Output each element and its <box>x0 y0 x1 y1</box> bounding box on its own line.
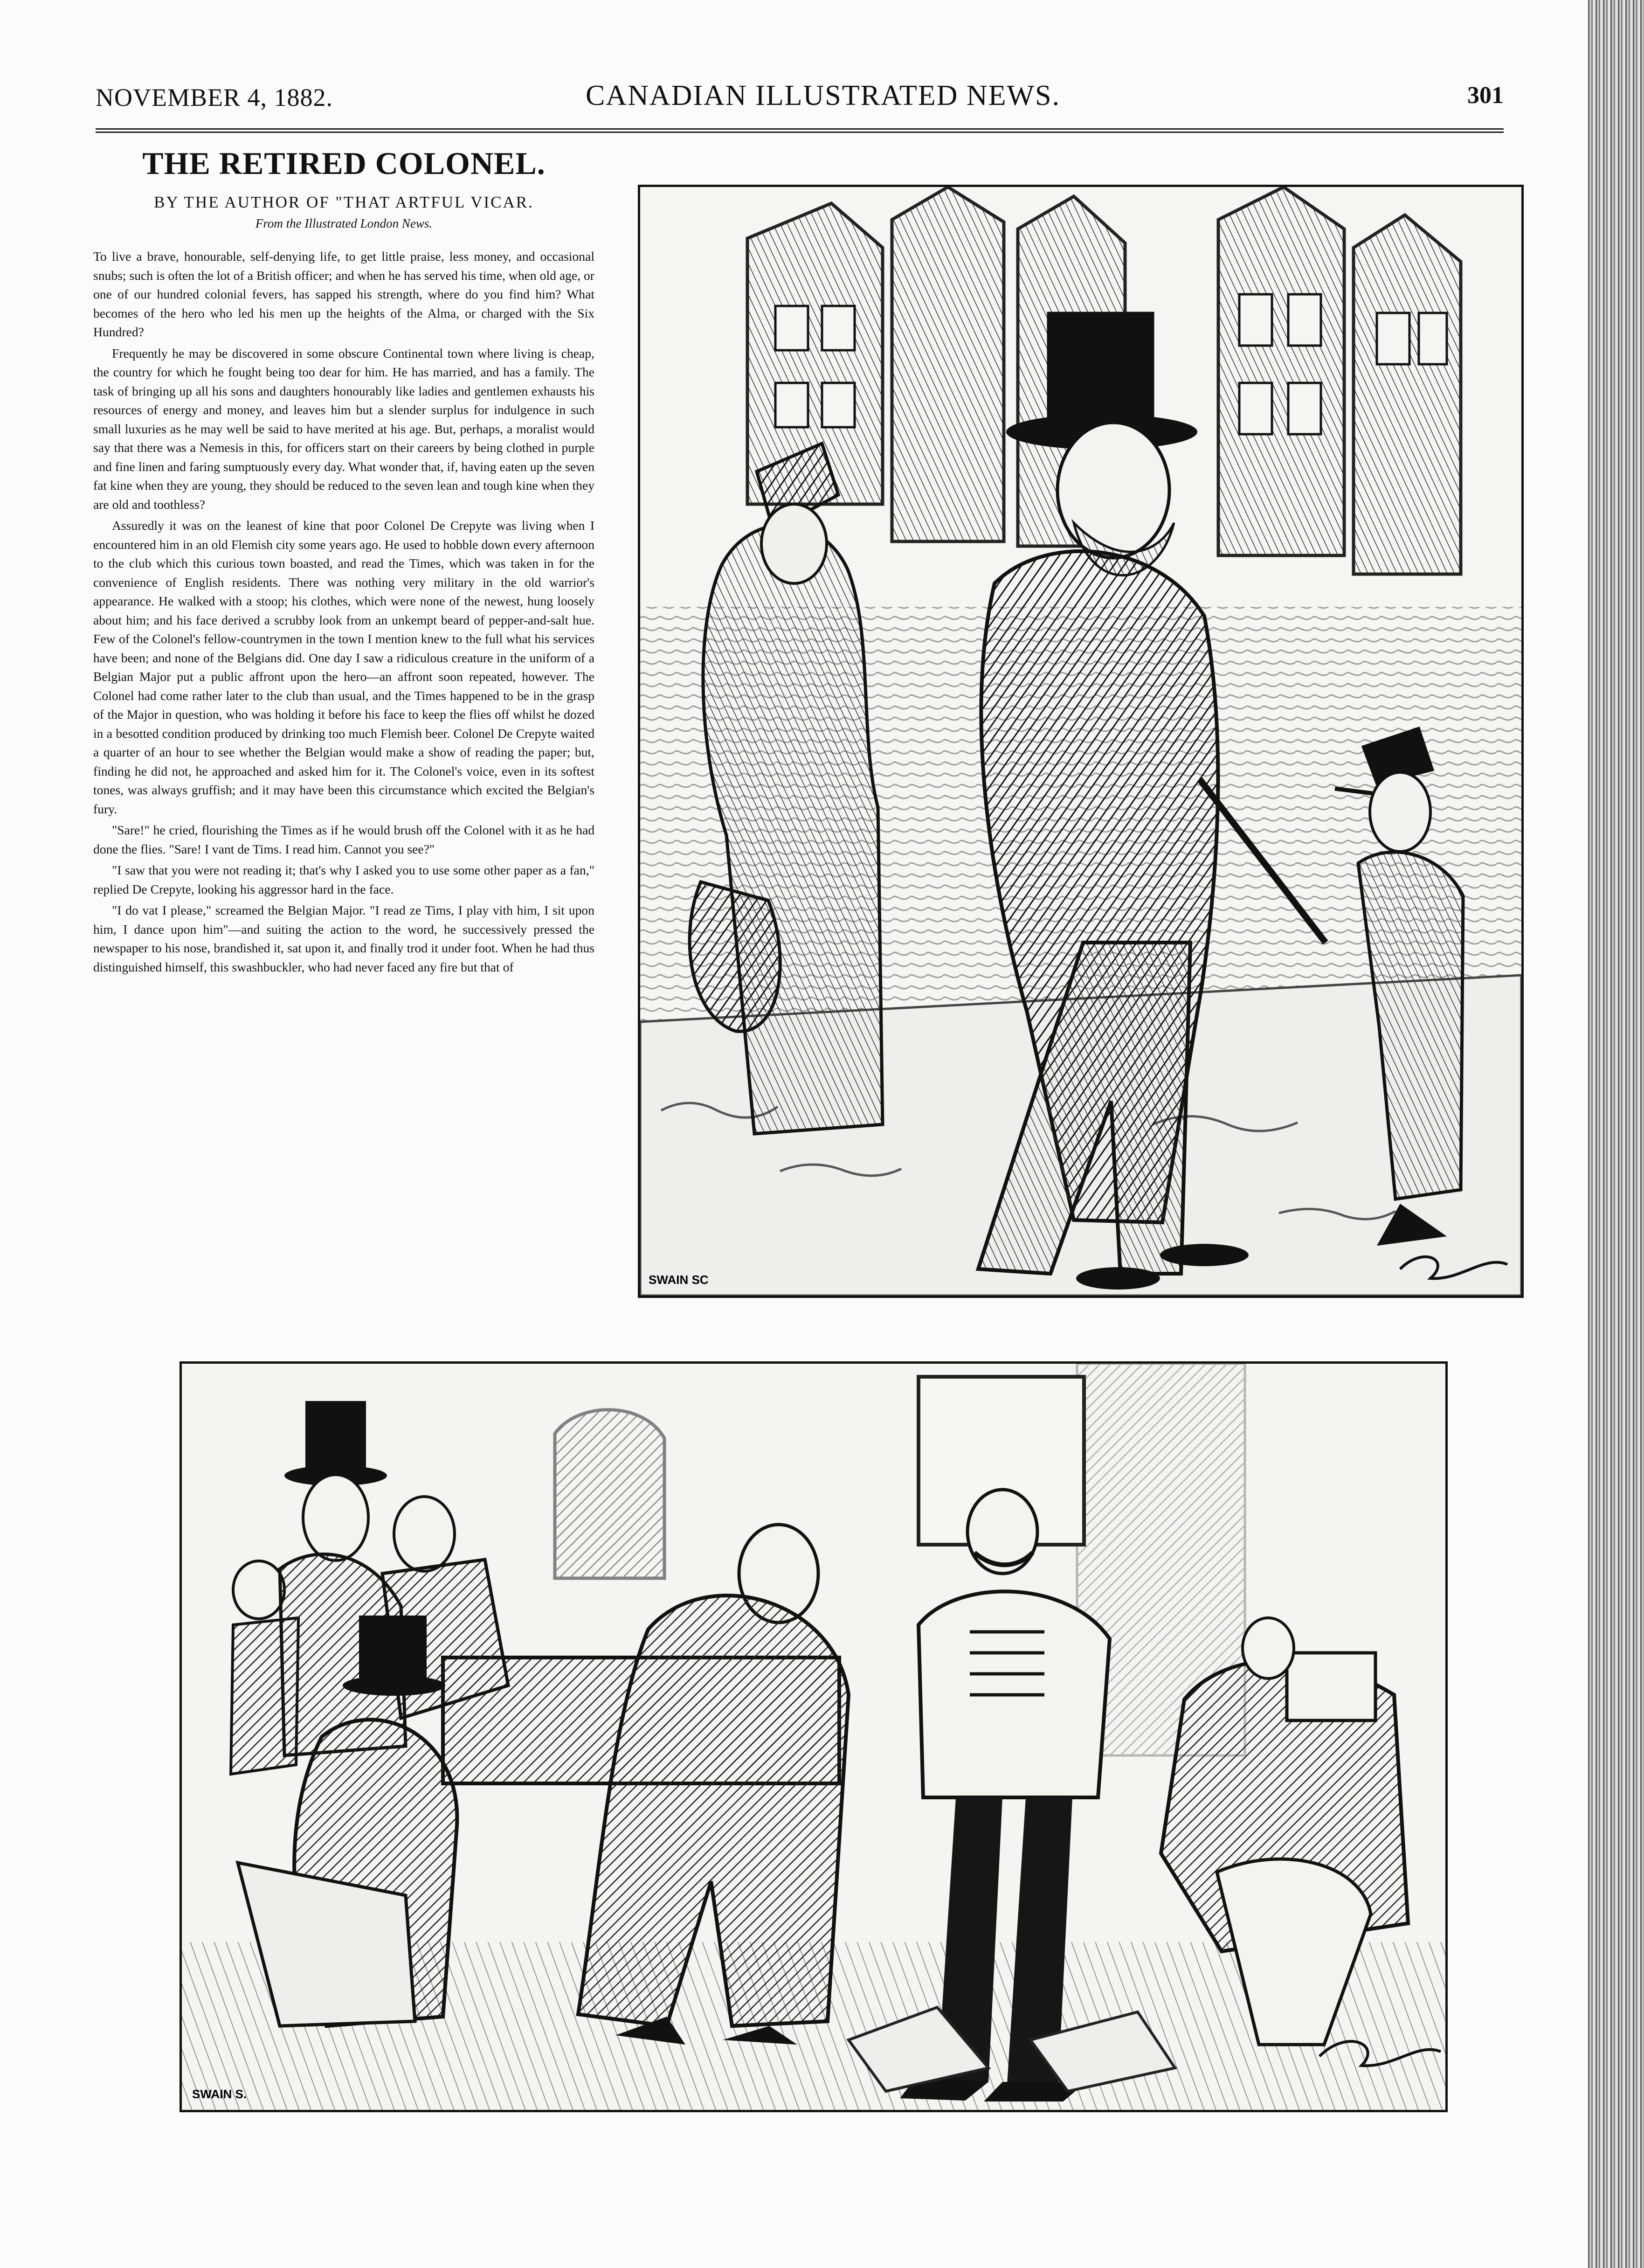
street-scene-engraving <box>638 185 1524 1298</box>
street-scene-artwork <box>640 187 1521 1296</box>
article-byline: BY THE AUTHOR OF "THAT ARTFUL VICAR. <box>154 193 534 212</box>
article-paragraph-6: "I do vat I please," screamed the Belgian Major. "I read ze Tims, I play vith him, I sit upon him, I dance upon him"—and suiting the action to the word, he successively pressed the newspaper to his nose, brandished it, sat upon it, and finally trod it under foot. When he had thus distinguished himself, this swashbuckler, who had never faced any fire but that of <box>93 903 594 974</box>
article-source: From the Illustrated London News. <box>255 216 433 231</box>
issue-date: NOVEMBER 4, 1882. <box>96 83 333 111</box>
top-engraver-signature: SWAIN SC <box>649 1273 709 1287</box>
article-paragraph-3: Assuredly it was on the leanest of kine that poor Colonel De Crepyte was living when I encountered him in an old Flemish city some years ago. He used to hobble down every afternoon to the club which this curious town boasted, and read the Times, which was taken in for the convenience of English residents. There was nothing very military in the old warrior's appearance. He walked with a stoop; his clothes, which were none of the newest, hung loosely about him; and his face derived a scrubby look from an unkempt beard of pepper-and-salt hue. Few of the Colonel's fellow-countrymen in the town I mention knew to the full what his services have been; and none of the Belgians did. One day I saw a ridiculous creature in the uniform of a Belgian Major put a public affront upon the hero—an affront soon repeated, however. The Colonel had come rather later to the club than usual, and the Times happened to be in the grasp of the Major in question, who was holding it before his face to keep the flies off whilst he dozed in a besotted condition produced by drinking too much Flemish beer. Colonel De Crepyte waited a quarter of an hour to see whether the Belgian would make a show of reading the paper; but, finding he did not, he approached and asked him for it. The Colonel's voice, even in its softest tones, was always gruffish; and it may have been this circumstance which excited the Belgian's fury. <box>93 518 594 816</box>
newspaper-header <box>96 79 1504 133</box>
arched-window <box>555 1410 664 1578</box>
club-room-engraving <box>180 1361 1448 2112</box>
publication-title: CANADIAN ILLUSTRATED NEWS. <box>585 80 1061 111</box>
article-paragraph-2: Frequently he may be discovered in some obscure Continental town where living is cheap, the country for which he fought being too dear for him. He has married, and has a family. The task of bringing up all his sons and daughters honourably like ladies and gentlemen exhausts his resources of energy and money, and leaves him but a slender surplus for indulgence in such small luxuries as he may well be said to have merited at his age. But, perhaps, a moralist would say that there was a Nemesis in this, for officers start on their careers by being clothed in purple and fine linen and faring sumptuously every day. What wonder that, if, having eaten up the seven fat kine when they are young, they should be reduced to the seven lean and tough kine when they are old and toothless? <box>93 346 594 512</box>
article-paragraph-4: "Sare!" he cried, flourishing the Times as if he would brush off the Colonel with it as he had done the flies. "Sare! I vant de Tims. I read him. Cannot you see?" <box>93 823 594 856</box>
page-number: 301 <box>1467 82 1504 109</box>
article-title: THE RETIRED COLONEL. <box>142 147 546 181</box>
scan-edge-shading <box>1588 0 1644 2268</box>
retired-colonel-article <box>93 147 594 1341</box>
article-paragraph-1: To live a brave, honourable, self-denying life, to get little praise, less money, and occasional snubs; such is often the lot of a British officer; and when he has served his time, when old age, or one of our hundred colonial fevers, has sapped his strength, where do you find him? What becomes of the hero who led his men up the heights of the Alma, or charged with the Six Hundred? <box>93 249 594 340</box>
bottom-engraver-signature: SWAIN S. <box>192 2087 247 2101</box>
article-paragraph-5: "I saw that you were not reading it; that's why I asked you to use some other paper as a fan," replied De Crepyte, looking his aggressor hard in the face. <box>93 863 594 896</box>
club-room-artwork <box>182 1364 1445 2110</box>
